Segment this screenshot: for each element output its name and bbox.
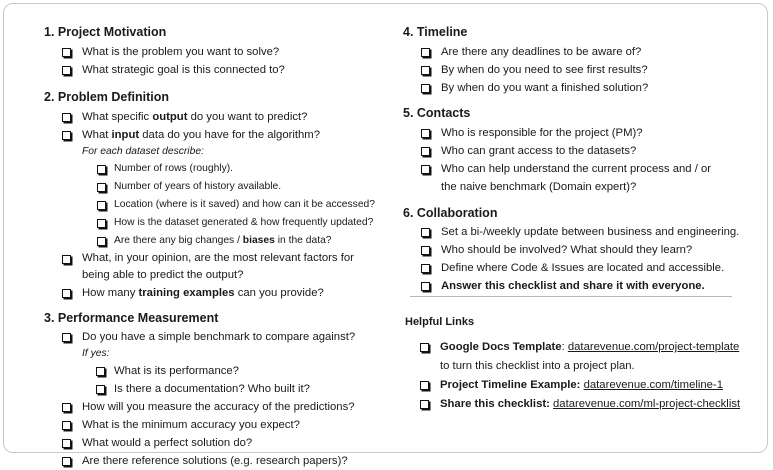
checklist-item[interactable]: By when do you want a finished solution? [403,79,748,97]
link-item[interactable]: Project Timeline Example: datarevenue.com/timeline-1 [402,376,752,395]
checkbox-icon[interactable] [62,48,71,57]
dataset-note: For each dataset describe: [82,146,204,157]
link-item[interactable]: Google Docs Template: datarevenue.com/project-template to turn this checklist into a project plan. [402,338,752,376]
section-title-contacts: 5. Contacts [403,106,471,120]
project-template-link[interactable]: datarevenue.com/project-template [567,341,740,353]
checkbox-icon[interactable] [62,457,71,466]
checkbox-icon[interactable] [97,219,106,228]
checklist-item[interactable]: What, in your opinion, are the most relevant factors for being able to predict the output? [44,250,384,284]
checklist-item[interactable]: What input data do you have for the algorithm? [44,126,384,144]
checkbox-icon[interactable] [96,367,105,376]
checklist-item[interactable]: Do you have a simple benchmark to compare against? [44,328,384,346]
checkbox-icon[interactable] [421,66,430,75]
checkbox-icon[interactable] [97,237,106,246]
checklist-item[interactable]: How many training examples can you provide? [44,284,384,302]
if-yes-note: If yes: [82,348,110,359]
section-title-performance: 3. Performance Measurement [44,311,219,325]
section-title-timeline: 4. Timeline [403,25,468,39]
checklist-item[interactable]: Who should be involved? What should they learn? [403,241,748,259]
sub-checklist-item[interactable]: Number of rows (roughly). [44,160,384,178]
link-item[interactable]: Share this checklist: datarevenue.com/ml-project-checklist [402,395,752,414]
checkbox-icon[interactable] [420,343,429,352]
checkbox-icon[interactable] [421,228,430,237]
checkbox-icon[interactable] [421,282,430,291]
checklist-item[interactable]: What specific output do you want to predict? [44,108,384,126]
left-column [44,24,384,470]
checkbox-icon[interactable] [421,264,430,273]
sub-checklist-item[interactable]: How is the dataset generated & how frequently updated? [44,214,384,232]
checkbox-icon[interactable] [62,289,71,298]
checkbox-icon[interactable] [62,439,71,448]
section-title-motivation: 1. Project Motivation [44,25,167,39]
checkbox-icon[interactable] [62,403,71,412]
sub-checklist-item[interactable]: Is there a documentation? Who built it? [44,380,384,398]
checklist-item[interactable]: Are there reference solutions (e.g. research papers)? [44,452,384,470]
checkbox-icon[interactable] [421,165,430,174]
checkbox-icon[interactable] [97,201,106,210]
checkbox-icon[interactable] [62,113,71,122]
checkbox-icon[interactable] [62,131,71,140]
checkbox-icon[interactable] [97,165,106,174]
checklist-item[interactable]: Answer this checklist and share it with everyone. [403,277,748,295]
right-column [403,24,748,295]
checklist-item[interactable]: Are there any deadlines to be aware of? [403,43,748,61]
checkbox-icon[interactable] [62,333,71,342]
checklist-item[interactable]: How will you measure the accuracy of the predictions? [44,398,384,416]
checklist-item[interactable]: Define where Code & Issues are located and accessible. [403,259,748,277]
checklist-item[interactable]: What is the minimum accuracy you expect? [44,416,384,434]
sub-checklist-item[interactable]: Are there any big changes / biases in the data? [44,232,384,250]
checklist-share-link[interactable]: datarevenue.com/ml-project-checklist [553,398,741,410]
checkbox-icon[interactable] [421,84,430,93]
checkbox-icon[interactable] [62,421,71,430]
helpful-links-title: Helpful Links [405,316,475,328]
checklist-item[interactable]: Who can grant access to the datasets? [403,142,748,160]
sub-checklist-item[interactable]: Location (where is it saved) and how can it be accessed? [44,196,384,214]
checklist-item[interactable]: What strategic goal is this connected to? [44,61,384,79]
checkbox-icon[interactable] [97,183,106,192]
checkbox-icon[interactable] [421,246,430,255]
checkbox-icon[interactable] [421,48,430,57]
timeline-link[interactable]: datarevenue.com/timeline-1 [583,379,723,391]
section-title-collaboration: 6. Collaboration [403,206,498,220]
checklist-item[interactable]: Who is responsible for the project (PM)? [403,124,748,142]
sub-checklist-item[interactable]: What is its performance? [44,362,384,380]
helpful-links-list [402,338,752,414]
checkbox-icon[interactable] [421,147,430,156]
checkbox-icon[interactable] [62,255,71,264]
checklist-item[interactable]: By when do you need to see first results? [403,61,748,79]
checkbox-icon[interactable] [96,385,105,394]
checkbox-icon[interactable] [62,66,71,75]
section-divider [410,296,732,297]
checkbox-icon[interactable] [420,381,429,390]
section-title-problem: 2. Problem Definition [44,90,170,104]
checklist-item[interactable]: Who can help understand the current process and / or the naive benchmark (Domain expert)? [403,160,748,196]
checklist-item[interactable]: Set a bi-/weekly update between business and engineering. [403,223,748,241]
checkbox-icon[interactable] [420,400,429,409]
checklist-item[interactable]: What would a perfect solution do? [44,434,384,452]
checkbox-icon[interactable] [421,129,430,138]
sub-checklist-item[interactable]: Number of years of history available. [44,178,384,196]
checklist-item[interactable]: What is the problem you want to solve? [44,43,384,61]
